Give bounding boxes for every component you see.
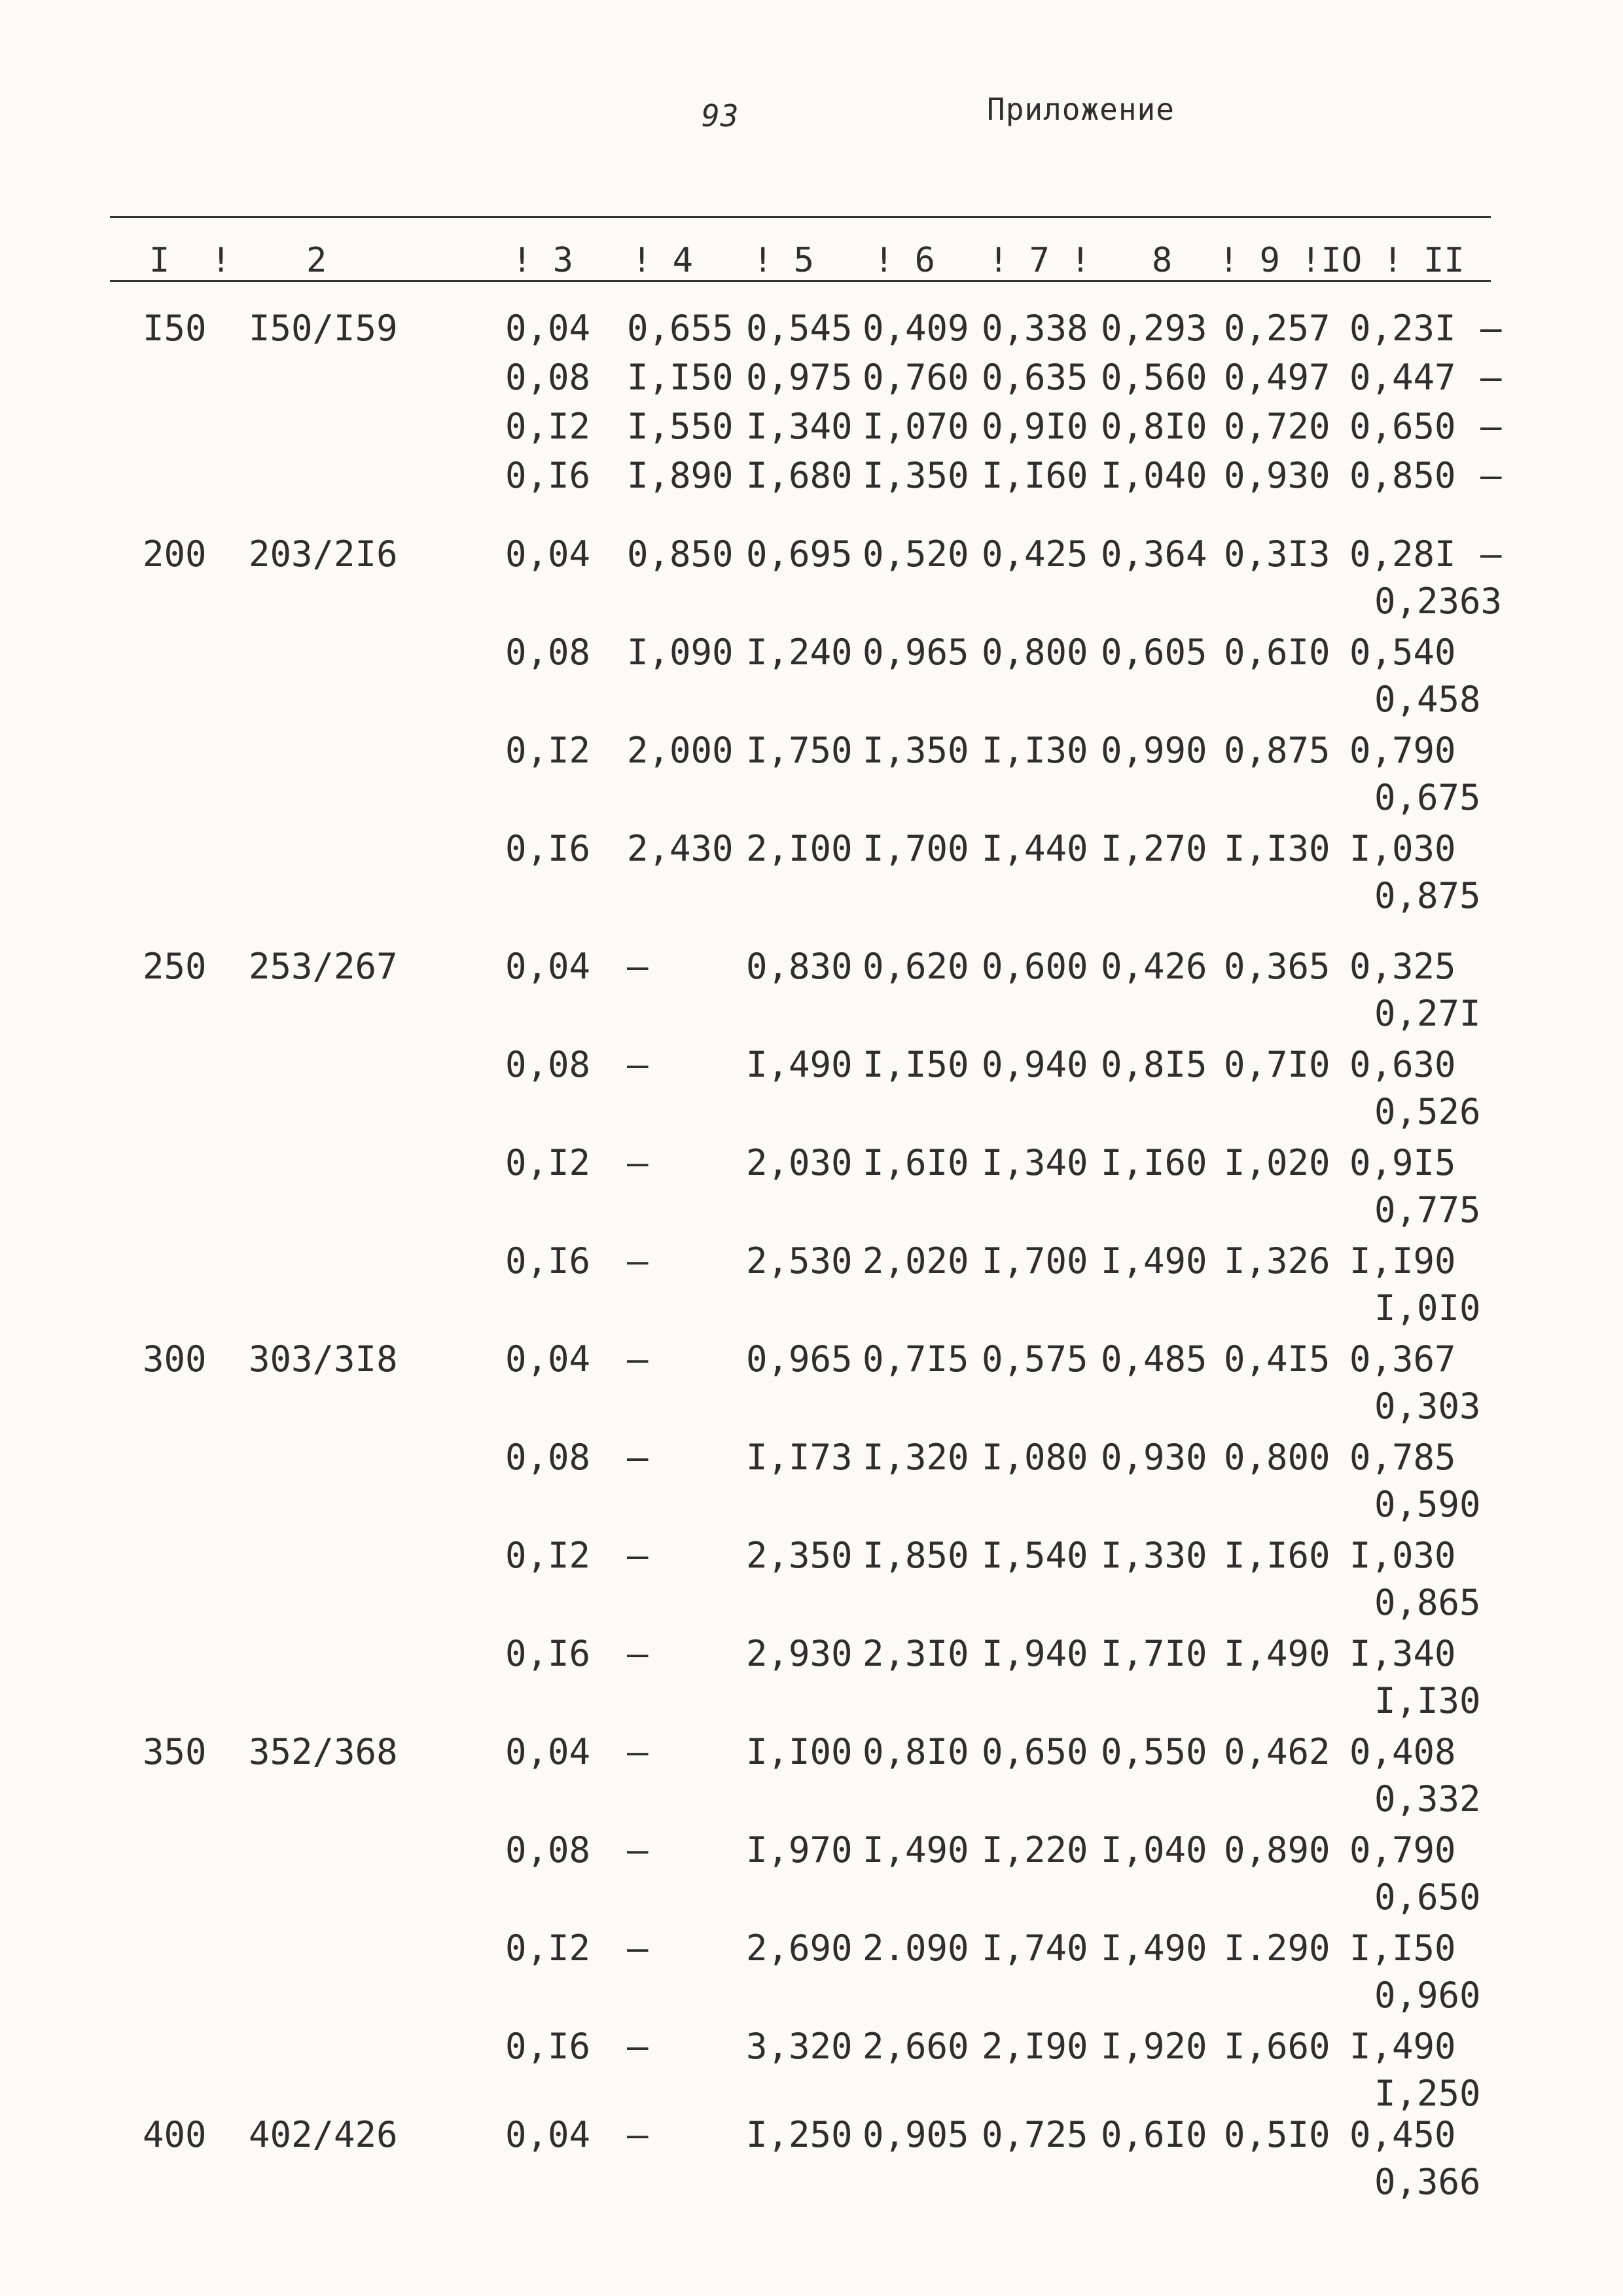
table-cell-c6: I,6I0 bbox=[863, 1142, 969, 1183]
table-cell-c5: 0,965 bbox=[746, 1338, 853, 1380]
table-cell-c9: 0,7I0 bbox=[1224, 1044, 1330, 1085]
table-cell-c3: 0,I2 bbox=[505, 1928, 591, 1969]
table-cell-c3: 0,I6 bbox=[505, 1240, 591, 1282]
table-cell-wrapped-value: 0,27I bbox=[1374, 993, 1481, 1034]
table-cell-wrapped-value: 0,366 bbox=[1374, 2161, 1481, 2202]
table-cell-wrapped-value: 0,303 bbox=[1374, 1386, 1481, 1427]
table-cell-c3: 0,08 bbox=[505, 632, 591, 673]
table-cell-c3: 0,08 bbox=[505, 1437, 591, 1478]
table-cell-c7: I,940 bbox=[982, 1633, 1088, 1674]
table-cell-c7: I,220 bbox=[982, 1829, 1088, 1871]
table-cell-c4: 2,430 bbox=[627, 828, 734, 869]
table-cell-c10: 0,408 bbox=[1349, 1731, 1456, 1772]
table-cell-c5: I,970 bbox=[746, 1829, 853, 1871]
table-cell-c6: 2,020 bbox=[863, 1240, 969, 1282]
col-header-2: 2 bbox=[306, 241, 327, 280]
table-cell-c7: I,440 bbox=[982, 828, 1088, 869]
table-cell-c11: – bbox=[1480, 406, 1502, 447]
table-cell-c3: 0,I6 bbox=[505, 1633, 591, 1674]
table-cell-c10: 0,450 bbox=[1349, 2114, 1456, 2155]
table-cell-c8: I,330 bbox=[1101, 1535, 1207, 1576]
table-cell-c6: I,850 bbox=[863, 1535, 969, 1576]
table-cell-c5: I,490 bbox=[746, 1044, 853, 1085]
table-cell-c8: 0,485 bbox=[1101, 1338, 1207, 1380]
table-cell-c3: 0,04 bbox=[505, 533, 591, 575]
table-cell-c9: I,490 bbox=[1224, 1633, 1330, 1674]
table-cell-c10: 0,367 bbox=[1349, 1338, 1456, 1380]
table-cell-c3: 0,I6 bbox=[505, 455, 591, 496]
table-cell-c1: 400 bbox=[143, 2114, 207, 2155]
table-cell-c5: I,750 bbox=[746, 730, 853, 771]
table-cell-c9: 0,4I5 bbox=[1224, 1338, 1330, 1380]
table-cell-c9: I,I30 bbox=[1224, 828, 1330, 869]
table-cell-c11: – bbox=[1480, 455, 1502, 496]
table-cell-c6: I,320 bbox=[863, 1437, 969, 1478]
table-cell-c7: I,340 bbox=[982, 1142, 1088, 1183]
table-cell-c8: 0,364 bbox=[1101, 533, 1207, 575]
table-cell-c4: I,550 bbox=[627, 406, 734, 447]
table-cell-c3: 0,I2 bbox=[505, 406, 591, 447]
table-cell-c1: 250 bbox=[143, 946, 207, 987]
table-cell-c8: 0,8I0 bbox=[1101, 406, 1207, 447]
table-cell-wrapped-value: 0,775 bbox=[1374, 1189, 1481, 1230]
table-cell-c10: 0,28I bbox=[1349, 533, 1456, 575]
table-cell-c7: 0,338 bbox=[982, 308, 1088, 349]
table-cell-c9: 0,800 bbox=[1224, 1437, 1330, 1478]
table-cell-c7: 0,9I0 bbox=[982, 406, 1088, 447]
table-cell-c8: I,040 bbox=[1101, 1829, 1207, 1871]
table-cell-c4: – bbox=[627, 2114, 649, 2155]
table-cell-c3: 0,I2 bbox=[505, 1535, 591, 1576]
table-cell-c4: – bbox=[627, 1633, 649, 1674]
table-cell-c9: 0,6I0 bbox=[1224, 632, 1330, 673]
table-cell-c8: I,270 bbox=[1101, 828, 1207, 869]
table-cell-c3: 0,04 bbox=[505, 1731, 591, 1772]
table-cell-c9: I,660 bbox=[1224, 2026, 1330, 2067]
table-cell-c3: 0,I2 bbox=[505, 730, 591, 771]
table-cell-c2: 253/267 bbox=[249, 946, 398, 987]
table-cell-c2: 402/426 bbox=[249, 2114, 398, 2155]
table-cell-c3: 0,08 bbox=[505, 1044, 591, 1085]
table-cell-wrapped-value: 0,332 bbox=[1374, 1778, 1481, 1820]
table-cell-c10: 0,325 bbox=[1349, 946, 1456, 987]
table-cell-c9: I,020 bbox=[1224, 1142, 1330, 1183]
table-cell-c6: 0,965 bbox=[863, 632, 969, 673]
table-cell-c8: 0,550 bbox=[1101, 1731, 1207, 1772]
table-cell-c9: 0,257 bbox=[1224, 308, 1330, 349]
table-cell-wrapped-value: 0,865 bbox=[1374, 1582, 1481, 1623]
table-cell-c8: 0,605 bbox=[1101, 632, 1207, 673]
table-cell-c10: I,490 bbox=[1349, 2026, 1456, 2067]
table-cell-c8: I,I60 bbox=[1101, 1142, 1207, 1183]
table-cell-c8: 0,6I0 bbox=[1101, 2114, 1207, 2155]
table-cell-c9: I.290 bbox=[1224, 1928, 1330, 1969]
col-header-1: I bbox=[149, 241, 170, 280]
table-cell-c4: I,890 bbox=[627, 455, 734, 496]
table-cell-wrapped-value: 0,960 bbox=[1374, 1975, 1481, 2016]
table-cell-c8: 0,8I5 bbox=[1101, 1044, 1207, 1085]
table-cell-c9: 0,875 bbox=[1224, 730, 1330, 771]
table-cell-wrapped-value: 0,650 bbox=[1374, 1876, 1481, 1918]
col-header-9-11: ! 9 !IO ! II bbox=[1219, 241, 1465, 280]
table-cell-c5: I,I00 bbox=[746, 1731, 853, 1772]
table-cell-c8: 0,990 bbox=[1101, 730, 1207, 771]
table-cell-c6: I,350 bbox=[863, 730, 969, 771]
table-cell-wrapped-value: 0,590 bbox=[1374, 1484, 1481, 1525]
table-cell-c11: – bbox=[1480, 357, 1502, 398]
table-cell-c7: 0,800 bbox=[982, 632, 1088, 673]
table-cell-c4: – bbox=[627, 1535, 649, 1576]
table-cell-c9: 0,5I0 bbox=[1224, 2114, 1330, 2155]
table-cell-wrapped-value: I,250 bbox=[1374, 2073, 1481, 2114]
table-cell-c5: 2,350 bbox=[746, 1535, 853, 1576]
table-cell-c5: 0,545 bbox=[746, 308, 853, 349]
table-cell-c5: 2,530 bbox=[746, 1240, 853, 1282]
table-cell-c5: I,680 bbox=[746, 455, 853, 496]
table-cell-c8: I,920 bbox=[1101, 2026, 1207, 2067]
table-cell-c5: 2,930 bbox=[746, 1633, 853, 1674]
table-cell-c10: 0,790 bbox=[1349, 1829, 1456, 1871]
table-cell-c9: 0,3I3 bbox=[1224, 533, 1330, 575]
table-cell-c2: 303/3I8 bbox=[249, 1338, 398, 1380]
col-header-8: 8 bbox=[1152, 241, 1173, 280]
table-cell-c3: 0,04 bbox=[505, 308, 591, 349]
table-cell-c9: 0,720 bbox=[1224, 406, 1330, 447]
table-cell-c5: 2,030 bbox=[746, 1142, 853, 1183]
table-cell-c7: 0,940 bbox=[982, 1044, 1088, 1085]
table-cell-c10: 0,650 bbox=[1349, 406, 1456, 447]
table-cell-c2: I50/I59 bbox=[249, 308, 398, 349]
table-cell-c6: I,070 bbox=[863, 406, 969, 447]
table-cell-c6: 0,520 bbox=[863, 533, 969, 575]
table-cell-c5: 0,695 bbox=[746, 533, 853, 575]
table-cell-c10: I,I50 bbox=[1349, 1928, 1456, 1969]
table-cell-c7: 0,725 bbox=[982, 2114, 1088, 2155]
table-cell-c6: I,490 bbox=[863, 1829, 969, 1871]
table-cell-c6: I,350 bbox=[863, 455, 969, 496]
table-cell-c4: – bbox=[627, 1829, 649, 1871]
table-cell-c3: 0,I2 bbox=[505, 1142, 591, 1183]
table-cell-c6: 2,660 bbox=[863, 2026, 969, 2067]
table-cell-c6: 0,8I0 bbox=[863, 1731, 969, 1772]
table-cell-c6: I,I50 bbox=[863, 1044, 969, 1085]
table-cell-c4: I,I50 bbox=[627, 357, 734, 398]
table-cell-c2: 352/368 bbox=[249, 1731, 398, 1772]
table-cell-c9: 0,930 bbox=[1224, 455, 1330, 496]
table-cell-wrapped-value: 0,675 bbox=[1374, 777, 1481, 818]
table-cell-c5: I,I73 bbox=[746, 1437, 853, 1478]
table-cell-c4: I,090 bbox=[627, 632, 734, 673]
table-cell-c1: 300 bbox=[143, 1338, 207, 1380]
col-header-6: ! 6 bbox=[874, 241, 935, 280]
col-header-7: ! 7 ! bbox=[988, 241, 1091, 280]
table-cell-c6: 0,7I5 bbox=[863, 1338, 969, 1380]
table-cell-c4: – bbox=[627, 1437, 649, 1478]
table-cell-c7: 0,600 bbox=[982, 946, 1088, 987]
table-cell-c3: 0,I6 bbox=[505, 2026, 591, 2067]
table-cell-c8: I,7I0 bbox=[1101, 1633, 1207, 1674]
table-cell-c7: I,540 bbox=[982, 1535, 1088, 1576]
table-cell-c9: 0,497 bbox=[1224, 357, 1330, 398]
table-cell-c7: 0,425 bbox=[982, 533, 1088, 575]
table-cell-c4: – bbox=[627, 1338, 649, 1380]
table-cell-c5: I,250 bbox=[746, 2114, 853, 2155]
table-cell-c4: – bbox=[627, 1044, 649, 1085]
table-cell-c8: I,490 bbox=[1101, 1928, 1207, 1969]
table-cell-c11: – bbox=[1480, 533, 1502, 575]
table-cell-c10: I,340 bbox=[1349, 1633, 1456, 1674]
table-top-rule bbox=[110, 216, 1491, 218]
table-cell-c4: – bbox=[627, 2026, 649, 2067]
table-cell-c4: 0,655 bbox=[627, 308, 734, 349]
table-cell-c5: 2,I00 bbox=[746, 828, 853, 869]
table-cell-c5: 3,320 bbox=[746, 2026, 853, 2067]
table-cell-c10: I,030 bbox=[1349, 1535, 1456, 1576]
col-header-4: ! 4 bbox=[632, 241, 693, 280]
table-cell-c8: 0,930 bbox=[1101, 1437, 1207, 1478]
table-cell-c7: 2,I90 bbox=[982, 2026, 1088, 2067]
col-header-sep: ! bbox=[211, 241, 232, 280]
col-header-3: ! 3 bbox=[512, 241, 573, 280]
table-cell-c10: I,I90 bbox=[1349, 1240, 1456, 1282]
table-cell-c4: – bbox=[627, 1731, 649, 1772]
table-cell-c5: I,340 bbox=[746, 406, 853, 447]
table-cell-c4: – bbox=[627, 1928, 649, 1969]
table-cell-c7: 0,575 bbox=[982, 1338, 1088, 1380]
table-cell-c4: 2,000 bbox=[627, 730, 734, 771]
table-cell-c4: – bbox=[627, 1240, 649, 1282]
table-cell-c8: I,040 bbox=[1101, 455, 1207, 496]
table-cell-c9: 0,365 bbox=[1224, 946, 1330, 987]
table-cell-c10: 0,850 bbox=[1349, 455, 1456, 496]
table-cell-c10: 0,23I bbox=[1349, 308, 1456, 349]
table-cell-c6: 2.090 bbox=[863, 1928, 969, 1969]
table-cell-c6: 2,3I0 bbox=[863, 1633, 969, 1674]
col-header-5: ! 5 bbox=[753, 241, 814, 280]
page-number: 93 bbox=[702, 98, 740, 134]
table-cell-c5: 0,830 bbox=[746, 946, 853, 987]
table-cell-c10: 0,447 bbox=[1349, 357, 1456, 398]
table-cell-c7: I,080 bbox=[982, 1437, 1088, 1478]
table-cell-c3: 0,04 bbox=[505, 2114, 591, 2155]
table-cell-c1: I50 bbox=[143, 308, 207, 349]
table-cell-c3: 0,04 bbox=[505, 946, 591, 987]
table-cell-c8: 0,426 bbox=[1101, 946, 1207, 987]
table-cell-c7: 0,650 bbox=[982, 1731, 1088, 1772]
table-cell-c3: 0,04 bbox=[505, 1338, 591, 1380]
table-cell-c10: 0,785 bbox=[1349, 1437, 1456, 1478]
table-cell-wrapped-value: 0,2363 bbox=[1374, 581, 1503, 622]
table-cell-c6: 0,760 bbox=[863, 357, 969, 398]
table-cell-c9: 0,462 bbox=[1224, 1731, 1330, 1772]
table-cell-c10: 0,630 bbox=[1349, 1044, 1456, 1085]
table-cell-c5: 2,690 bbox=[746, 1928, 853, 1969]
table-cell-wrapped-value: 0,458 bbox=[1374, 679, 1481, 720]
page-heading: Приложение bbox=[987, 92, 1175, 127]
table-cell-c8: 0,293 bbox=[1101, 308, 1207, 349]
table-cell-c3: 0,I6 bbox=[505, 828, 591, 869]
table-cell-c10: 0,790 bbox=[1349, 730, 1456, 771]
table-cell-c4: – bbox=[627, 1142, 649, 1183]
table-cell-c10: 0,9I5 bbox=[1349, 1142, 1456, 1183]
table-cell-c3: 0,08 bbox=[505, 1829, 591, 1871]
table-cell-c1: 200 bbox=[143, 533, 207, 575]
table-cell-c8: 0,560 bbox=[1101, 357, 1207, 398]
table-cell-c9: I,I60 bbox=[1224, 1535, 1330, 1576]
table-cell-c9: I,326 bbox=[1224, 1240, 1330, 1282]
table-cell-c7: I,I30 bbox=[982, 730, 1088, 771]
table-cell-wrapped-value: I,0I0 bbox=[1374, 1287, 1481, 1329]
table-cell-c2: 203/2I6 bbox=[249, 533, 398, 575]
table-cell-c8: I,490 bbox=[1101, 1240, 1207, 1282]
table-cell-c3: 0,08 bbox=[505, 357, 591, 398]
table-cell-c7: 0,635 bbox=[982, 357, 1088, 398]
table-cell-c6: I,700 bbox=[863, 828, 969, 869]
table-cell-wrapped-value: I,I30 bbox=[1374, 1680, 1481, 1721]
table-cell-c9: 0,890 bbox=[1224, 1829, 1330, 1871]
table-cell-c5: 0,975 bbox=[746, 357, 853, 398]
table-cell-c4: – bbox=[627, 946, 649, 987]
table-header-rule bbox=[110, 280, 1491, 282]
table-cell-c6: 0,620 bbox=[863, 946, 969, 987]
table-cell-wrapped-value: 0,526 bbox=[1374, 1091, 1481, 1132]
table-cell-wrapped-value: 0,875 bbox=[1374, 875, 1481, 916]
table-cell-c10: 0,540 bbox=[1349, 632, 1456, 673]
table-cell-c7: I,I60 bbox=[982, 455, 1088, 496]
table-cell-c11: – bbox=[1480, 308, 1502, 349]
table-cell-c10: I,030 bbox=[1349, 828, 1456, 869]
table-cell-c4: 0,850 bbox=[627, 533, 734, 575]
table-cell-c6: 0,905 bbox=[863, 2114, 969, 2155]
table-cell-c1: 350 bbox=[143, 1731, 207, 1772]
table-cell-c7: I,700 bbox=[982, 1240, 1088, 1282]
table-cell-c5: I,240 bbox=[746, 632, 853, 673]
table-cell-c7: I,740 bbox=[982, 1928, 1088, 1969]
table-cell-c6: 0,409 bbox=[863, 308, 969, 349]
